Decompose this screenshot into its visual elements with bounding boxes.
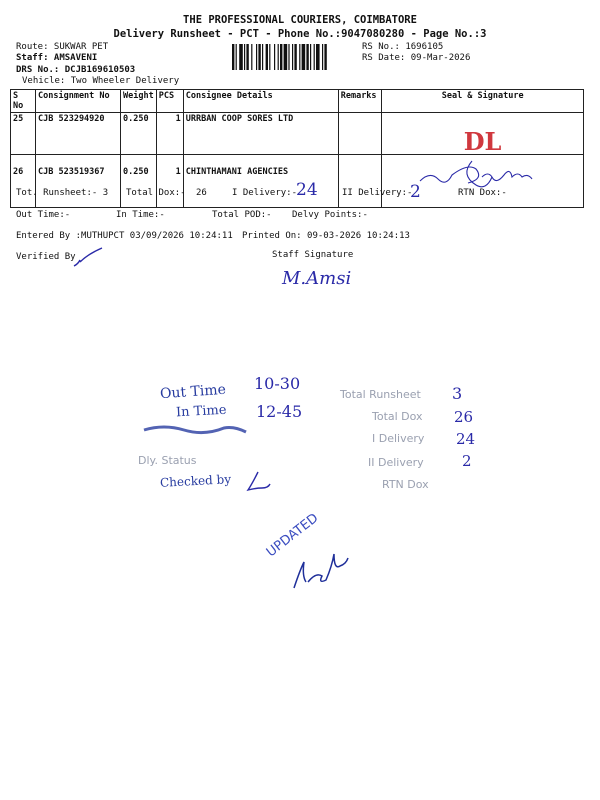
barcode-bar bbox=[244, 44, 245, 70]
row-weight: 0.250 bbox=[121, 113, 157, 155]
row-seal bbox=[381, 113, 583, 155]
stamp-ii-delivery-value: 2 bbox=[462, 452, 472, 470]
barcode-bar bbox=[324, 44, 326, 70]
barcode-bar bbox=[262, 44, 263, 70]
barcode-bar bbox=[284, 44, 288, 70]
rs-date: RS Date: 09-Mar-2026 bbox=[362, 53, 471, 63]
barcode-bar bbox=[299, 44, 300, 70]
stamp-i-delivery-value: 24 bbox=[456, 430, 476, 448]
staff-text: Staff: AMSAVENI bbox=[16, 53, 98, 63]
printed-on: Printed On: 09-03-2026 10:24:13 bbox=[242, 231, 410, 241]
stamp-rtn-dox-label: RTN Dox bbox=[382, 478, 429, 491]
seal-signature-dl: DL bbox=[463, 127, 502, 156]
stamp-dly-label: Dly. Status bbox=[138, 454, 197, 467]
stamp-total-runsheet-label: Total Runsheet bbox=[340, 388, 421, 401]
barcode-bar bbox=[292, 44, 293, 70]
drs-number: DRS No.: DCJB169610503 bbox=[16, 65, 136, 75]
barcode-bar bbox=[316, 44, 320, 70]
barcode bbox=[232, 44, 356, 70]
stamp-ii-delivery-label: II Delivery bbox=[368, 456, 424, 469]
row-consignee: CHINTHAMANI AGENCIES bbox=[183, 155, 338, 208]
barcode-bar bbox=[258, 44, 260, 70]
col-sno: S No bbox=[11, 90, 36, 113]
total-pod: Total POD:- bbox=[212, 210, 272, 220]
row-sno: 26 bbox=[11, 155, 36, 208]
barcode-bar bbox=[306, 44, 308, 70]
row-consignment: CJB 523519367 bbox=[36, 155, 121, 208]
stamp-total-dox-label: Total Dox bbox=[372, 410, 423, 423]
company-title: THE PROFESSIONAL COURIERS, COIMBATORE bbox=[183, 14, 417, 26]
barcode-bar bbox=[236, 44, 237, 70]
barcode-bar bbox=[278, 44, 279, 70]
barcode-bar bbox=[239, 44, 243, 70]
barcode-bar bbox=[269, 44, 270, 70]
barcode-bar bbox=[251, 44, 252, 70]
runsheet-subtitle: Delivery Runsheet - PCT - Phone No.:9047080280 - Page No.:3 bbox=[113, 28, 487, 40]
table-row bbox=[11, 113, 584, 155]
row-pcs: 1 bbox=[156, 155, 183, 208]
entered-by: Entered By :MUTHUPCT 03/09/2026 10:24:11 bbox=[16, 231, 233, 241]
barcode-bar bbox=[266, 44, 268, 70]
stamp-in-time-value: 12-45 bbox=[256, 402, 303, 421]
in-time: In Time:- bbox=[116, 210, 165, 220]
checked-by-signature bbox=[244, 470, 274, 494]
staff-signature-handwritten: M.Amsi bbox=[282, 268, 352, 289]
col-weight: Weight bbox=[121, 90, 157, 113]
route-text: Route: SUKWAR PET bbox=[16, 42, 109, 52]
row-weight: 0.250 bbox=[121, 155, 157, 208]
row-remarks bbox=[338, 113, 381, 155]
barcode-bar bbox=[322, 44, 323, 70]
row-remarks bbox=[338, 155, 381, 208]
barcode-bar bbox=[310, 44, 311, 70]
stamp-scribble bbox=[140, 418, 250, 442]
barcode-bar bbox=[256, 44, 257, 70]
stamp-out-time-label: Out Time bbox=[159, 381, 227, 403]
i-delivery-label: I Delivery:- bbox=[232, 188, 298, 198]
barcode-bar bbox=[302, 44, 306, 70]
verified-by: Verified By bbox=[16, 252, 76, 262]
row-consignee: URRBAN COOP SORES LTD bbox=[183, 113, 338, 155]
barcode-bar bbox=[246, 44, 248, 70]
stamp-out-time-value: 10-30 bbox=[254, 374, 301, 393]
barcode-bar bbox=[232, 44, 234, 70]
table-header-row bbox=[11, 90, 584, 113]
barcode-bar bbox=[280, 44, 282, 70]
verified-signature bbox=[70, 246, 106, 270]
row-consignment: CJB 523294920 bbox=[36, 113, 121, 155]
ii-delivery-label: II Delivery:- bbox=[342, 188, 413, 198]
updated-signature bbox=[286, 548, 356, 594]
staff-signature-label: Staff Signature bbox=[272, 250, 354, 260]
ii-delivery-handwritten: 2 bbox=[410, 182, 421, 202]
vehicle-text: Vehicle: Two Wheeler Delivery bbox=[22, 76, 180, 86]
total-dox-value: 26 bbox=[196, 188, 207, 198]
stamp-i-delivery-label: I Delivery bbox=[372, 432, 425, 445]
stamp-checked-by: Checked by bbox=[159, 472, 232, 490]
tot-runsheet: Tot. Runsheet:- 3 bbox=[16, 188, 109, 198]
col-pcs: PCS bbox=[156, 90, 183, 113]
col-remarks: Remarks bbox=[338, 90, 381, 113]
updated-stamp: UPDATED bbox=[263, 510, 322, 561]
stamp-in-time-label: In Time bbox=[175, 402, 227, 421]
stamp-total-runsheet-value: 3 bbox=[452, 384, 463, 403]
col-consignment: Consignment No bbox=[36, 90, 121, 113]
out-time: Out Time:- bbox=[16, 210, 71, 220]
row-pcs: 1 bbox=[156, 113, 183, 155]
delvy-points: Delvy Points:- bbox=[292, 210, 368, 220]
stamp-total-dox-value: 26 bbox=[454, 408, 474, 426]
barcode-bar bbox=[314, 44, 315, 70]
barcode-bar bbox=[288, 44, 289, 70]
col-consignee: Consignee Details bbox=[183, 90, 338, 113]
rtn-dox: RTN Dox:- bbox=[458, 188, 507, 198]
row-sno: 25 bbox=[11, 113, 36, 155]
rs-number: RS No.: 1696105 bbox=[362, 42, 444, 52]
col-seal: Seal & Signature bbox=[381, 90, 583, 113]
total-dox-label: Total Dox:- bbox=[126, 188, 186, 198]
i-delivery-handwritten: 24 bbox=[296, 180, 318, 200]
barcode-bar bbox=[294, 44, 296, 70]
barcode-bar bbox=[274, 44, 275, 70]
